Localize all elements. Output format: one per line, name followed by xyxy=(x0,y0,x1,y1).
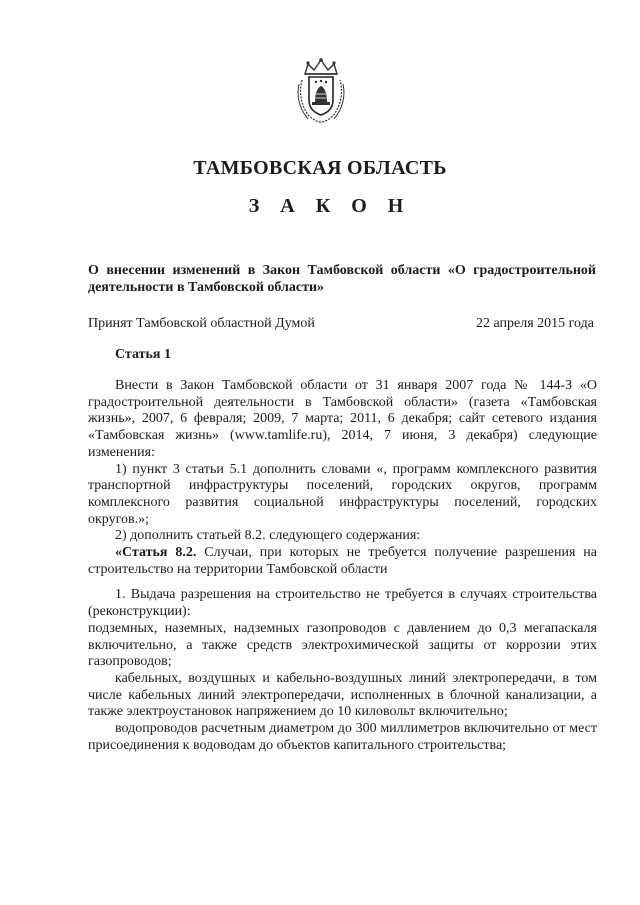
law-subject-title: О внесении изменений в Закон Тамбовской области «О градостроительной деятельности в Тамбовской области» xyxy=(88,263,596,295)
article-8-2-paragraph xyxy=(88,545,597,578)
tambov-coat-of-arms-icon xyxy=(296,58,346,124)
article-8-2-label: «Статья 8.2. xyxy=(115,545,197,561)
item-1-paragraph: 1) пункт 3 статьи 5.1 дополнить словами «, программ комплексного развития транспортной инфраструктуры поселений, городских округов, программ комплексного развития социальной инфраструктуры поселений, городских округов.»; xyxy=(88,461,597,527)
adoption-line xyxy=(88,316,594,332)
point-1-paragraph: 1. Выдача разрешения на строительство не требуется в случаях строительства (реконструкции): xyxy=(88,587,597,620)
article-8-2-text: Случаи, при которых не требуется получение разрешения на строительство на территории Тамбовской области xyxy=(88,545,597,577)
power-lines-paragraph: кабельных, воздушных и кабельно-воздушных линий электропередачи, в том числе кабельных линий электропередачи, исполненных в блочной канализации, а также электроустановок напряжением до 10 киловольт включительно; xyxy=(88,670,597,720)
item-2-paragraph: 2) дополнить статьей 8.2. следующего содержания: xyxy=(115,528,421,544)
article-heading: Статья 1 xyxy=(115,347,171,362)
water-pipes-paragraph: водопроводов расчетным диаметром до 300 миллиметров включительно от мест присоединения к водоводам до объектов капитального строительства; xyxy=(88,721,597,753)
document-type-heading: З А К О Н xyxy=(248,195,412,217)
gas-pipelines-paragraph: подземных, наземных, надземных газопроводов с давлением до 0,3 мегапаскаля включительно, а также средств электрохимической защиты от коррозии этих газопроводов; xyxy=(88,620,597,670)
adoption-date: 22 апреля 2015 года xyxy=(476,316,594,331)
region-heading: ТАМБОВСКАЯ ОБЛАСТЬ xyxy=(193,157,447,179)
adopting-body: Принят Тамбовской областной Думой xyxy=(88,316,315,331)
law-body xyxy=(88,378,597,754)
intro-paragraph: Внести в Закон Тамбовской области от 31 января 2007 года № 144-З «О градостроительной деятельности в Тамбовской области» (газета «Тамбовская жизнь», 2007, 6 февраля; 2009, 7 марта; 2011, 6 декабря; сайт сетевого издания «Тамбовская жизнь» (www.tamlife.ru), 2014, 7 июня, 3 декабря) следующие изменения: xyxy=(88,378,597,460)
